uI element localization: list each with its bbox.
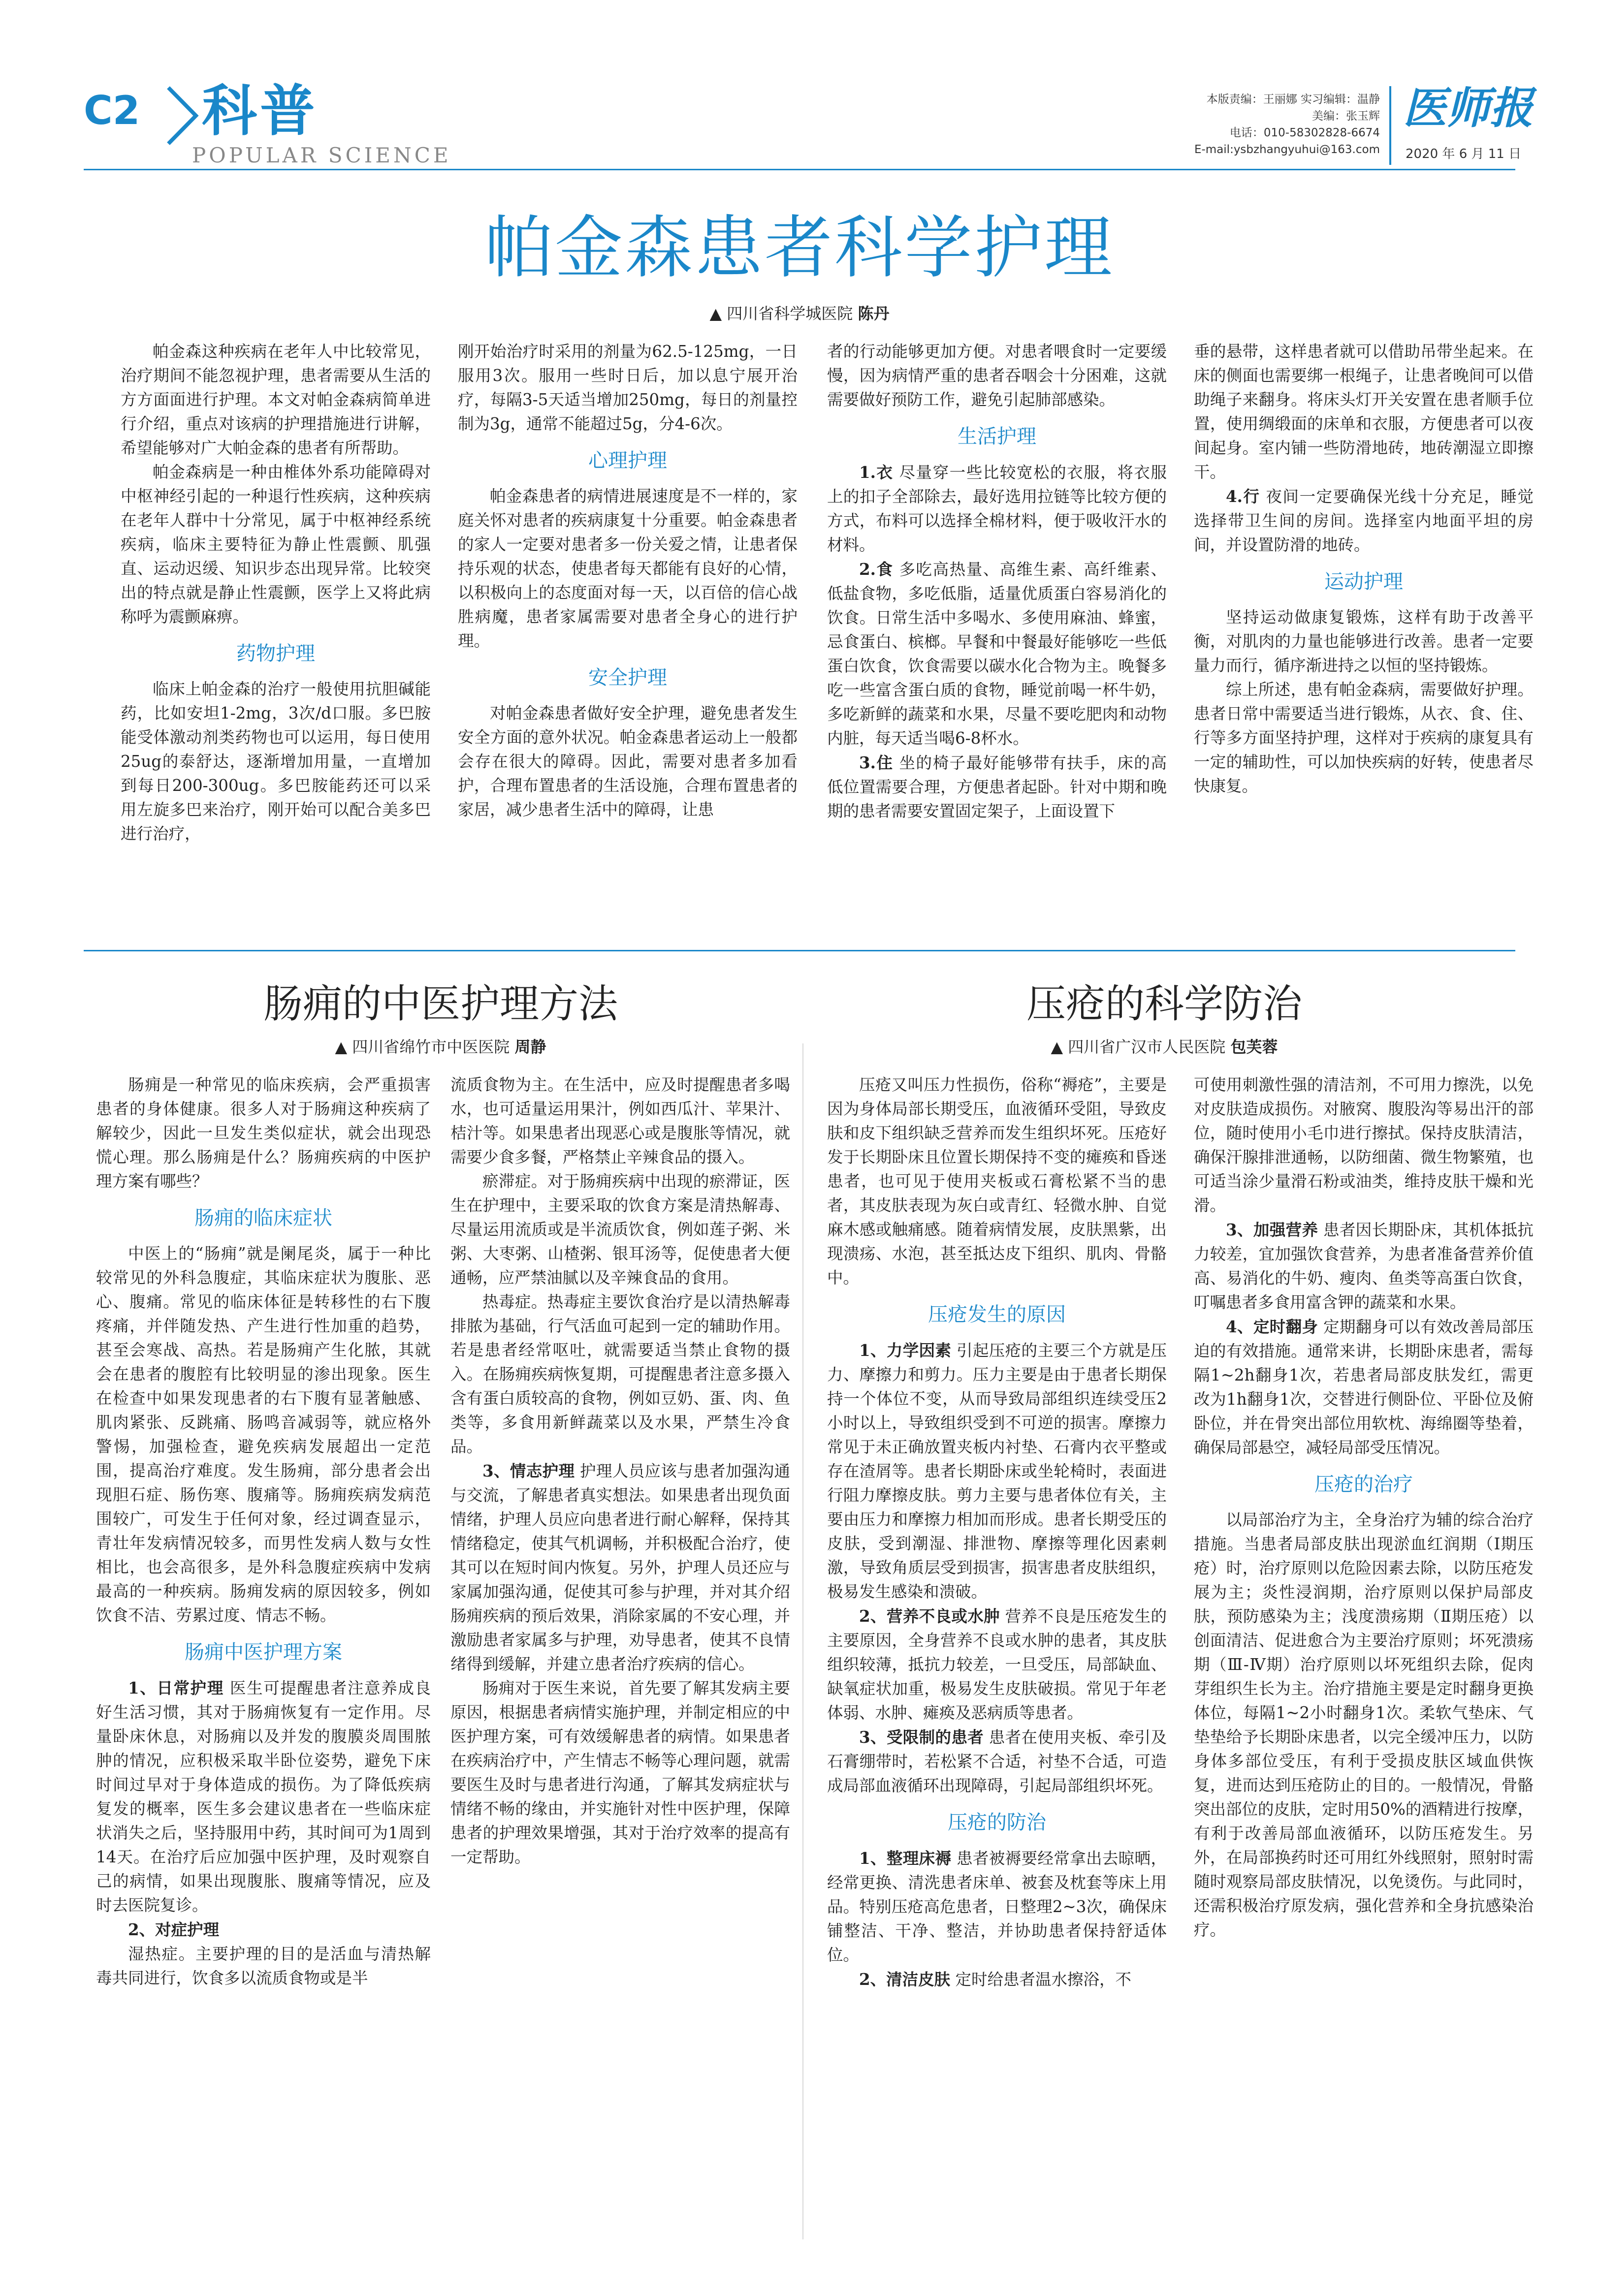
byline-author: 陈丹 xyxy=(858,304,890,323)
paragraph: 肠痈是一种常见的临床疾病，会严重损害患者的身体健康。很多人对于肠痈这种疾病了解较少，因此一旦发生类似症状，就会出现恐慌心理。那么肠痈是什么？肠痈疾病的中医护理方案有哪些？ xyxy=(96,1075,431,1191)
article-divider xyxy=(84,950,1515,951)
paragraph: 综上所述，患有帕金森病，需要做好护理。患者日常中需要适当进行锻炼，从衣、食、住、行等多方面坚持护理，这样对于疾病的康复具有一定的辅助性，可以加快疾病的好转，使患者尽快康复。 xyxy=(1194,680,1534,795)
paragraph: 可使用刺激性强的清洁剂，不可用力擦洗，以免对皮肤造成损伤。对腋窝、腹股沟等易出汗的部位，随时使用小毛巾进行擦拭。保持皮肤清洁，确保汗腺排泄通畅，以防细菌、微生物繁殖，也可适当涂少量滑石粉或油类，维持皮肤干燥和光滑。 xyxy=(1194,1075,1534,1215)
paragraph-lead: 1、力学因素 xyxy=(859,1341,952,1360)
paragraph-text: 患者在使用夹板、牵引及石膏绷带时，若松紧不合适，衬垫不合适，可造成局部血液循环出现障碍，引起局部组织坏死。 xyxy=(827,1728,1167,1795)
paragraph xyxy=(827,751,1167,823)
paragraph: 临床上帕金森的治疗一般使用抗胆碱能药，比如安坦1-2mg，3次/d口服。多巴胺能受体激动剂类药物也可以运用，每日使用25ug的泰舒达，逐渐增加用量，一直增加到每日200-300ug。多巴胺能药还可以采用左旋多巴来治疗，刚开始可以配合美多巴进行治疗， xyxy=(121,680,431,843)
byline-org: 四川省广汉市人民医院 xyxy=(1068,1038,1226,1056)
subheading-causes: 压疮发生的原因 xyxy=(928,1303,1066,1326)
paragraph: 帕金森患者的病情进展速度是不一样的，家庭关怀对患者的疾病康复十分重要。帕金森患者的家人一定要对患者多一份关爱之情，让患者保持乐观的状态，使患者每天都能有良好的心情，以积极向上的态度面对每一天，以百倍的信心战胜病魔，患者家属需要对患者全身心的进行护理。 xyxy=(458,487,798,650)
paragraph-text: 护理人员应该与患者加强沟通与交流，了解患者真实想法。如果患者出现负面情绪，护理人员应向患者进行耐心解释，保持其情绪稳定，使其气机调畅，并积极配合治疗，使其可以在短时间内恢复。另外，护理人员还应与家属加强沟通，促使其可参与护理，并对其介绍肠痈疾病的预后效果，消除家属的不安心理，并激励患者家属多与护理，劝导患者，使其不良情绪得到缓解，并建立患者治疗疾病的信心。 xyxy=(450,1462,790,1673)
paragraph: 以局部治疗为主，全身治疗为辅的综合治疗措施。当患者局部皮肤出现淤血红润期（Ⅰ期压疮）时，治疗原则以危险因素去除，以防压疮发展为主；炎性浸润期，治疗原则以保护局部皮肤，预防感染为主；浅度溃疡期（Ⅱ期压疮）以创面清洁、促进愈合为主要治疗原则；坏死溃疡期（Ⅲ-Ⅳ期）治疗原则以坏死组织去除，促肉芽组织生长为主。治疗措施主要是定时翻身更换体位，每隔1~2小时翻身1次。柔软气垫床、气垫垫给予长期卧床患者，以完全缓冲压力，以防身体多部位受压，有利于受损皮肤区域血供恢复，进而达到压疮防止的目的。一般情况，骨骼突出部位的皮肤，定时用50%的酒精进行按摩，有利于改善局部血液循环，以防压疮发生。另外，在局部换药时还可用红外线照射，照射时需随时观察局部皮肤情况，以免烫伤。与此同时，还需积极治疗原发病，强化营养和全身抗感染治疗。 xyxy=(1194,1510,1534,1939)
paragraph-lead: 1.衣 xyxy=(859,463,894,482)
paragraph: 刚开始治疗时采用的剂量为62.5-125mg，一日服用3次。服用一些时日后，加以息宁展开治疗，每隔3-5天适当增加250mg，每日的剂量控制为3g，通常不能超过5g，分4-6次。 xyxy=(458,342,798,433)
subheading-treatment: 压疮的治疗 xyxy=(1314,1473,1413,1496)
subheading-symptoms: 肠痈的临床症状 xyxy=(194,1207,332,1229)
subheading-safety-care: 安全护理 xyxy=(588,666,667,689)
subheading-tcm-plan: 肠痈中医护理方案 xyxy=(185,1641,342,1664)
paragraph: 对帕金森患者做好安全护理，避免患者发生安全方面的意外状况。帕金森患者运动上一般都会存在很大的障碍。因此，需要对患者多加看护，合理布置患者的生活设施，合理布置患者的家居，减少患者生活中的障碍，让患 xyxy=(458,704,798,819)
article3-column-1 xyxy=(827,1073,1167,1992)
subheading-drug-care: 药物护理 xyxy=(236,642,315,665)
paragraph-text: 引起压疮的主要三个方就是压力、摩擦力和剪力。压力主要是由于患者长期保持一个体位不变，从而导致局部组织连续受压2小时以上，导致组织受到不可逆的损害。摩擦力常见于未正确放置夹板内衬垫、石膏内衣平整或存在渣屑等。患者长期卧床或坐轮椅时，表面进行阻力摩擦皮肤。剪力主要与患者体位有关，主要由压力和摩擦力相加而形成。患者长期受压的皮肤，受到潮湿、排泄物、摩擦等理化因素刺激，导致角质层受到损害，损害患者皮肤组织，极易发生感染和溃破。 xyxy=(827,1341,1167,1601)
paragraph xyxy=(1194,484,1534,557)
subheading-psych-care: 心理护理 xyxy=(588,449,667,472)
paragraph: 帕金森这种疾病在老年人中比较常见，治疗期间不能忽视护理，患者需要从生活的方方面面进行护理。本文对帕金森病简单进行介绍，重点对该病的护理措施进行讲解，希望能够对广大帕金森的患者有所帮助。 xyxy=(121,342,431,457)
paragraph-lead: 1、日常护理 xyxy=(128,1678,224,1698)
byline-org: 四川省绵竹市中医医院 xyxy=(352,1038,510,1056)
page-number: C2 xyxy=(84,88,140,133)
section-subtitle-en: POPULAR SCIENCE xyxy=(192,143,451,167)
paragraph-lead: 4.行 xyxy=(1226,487,1260,506)
paragraph: 流质食物为主。在生活中，应及时提醒患者多喝水，也可适量运用果汁，例如西瓜汁、苹果汁、桔汁等。如果患者出现恶心或是腹胀等情况，就需要少食多餐，严格禁止辛辣食品的摄入。 xyxy=(450,1075,790,1166)
paragraph: 者的行动能够更加方便。对患者喂食时一定要缓慢，因为病情严重的患者吞咽会十分困难，这就需要做好预防工作，避免引起肺部感染。 xyxy=(827,342,1167,409)
paragraph: 压疮又叫压力性损伤，俗称“褥疮”，主要是因为身体局部长期受压，血液循环受阻，导致皮肤和皮下组织缺乏营养而发生组织坏死。压疮好发于长期卧床且位置长期保持不变的瘫痪和昏迷患者，也可见于使用夹板或石膏松紧不当的患者，其皮肤表现为灰白或青红、轻微水肿、自觉麻木感或触痛感。随着病情发展，皮肤黑紫，出现溃疡、水泡，甚至抵达皮下组织、肌肉、骨骼中。 xyxy=(827,1075,1167,1287)
column-divider xyxy=(802,1043,803,2239)
byline-author: 周静 xyxy=(514,1038,546,1056)
paragraph-text: 医生可提醒患者注意养成良好生活习惯，其对于肠痈恢复有一定作用。尽量卧床休息，对肠痈以及并发的腹膜炎周围脓肿的情况，应积极采取半卧位姿势，避免下床时间过早对于身体造成的损伤。为了降低疾病复发的概率，医生多会建议患者在一些临床症状消失之后，坚持服用中药，其时间可为1周到14天。在治疗后应加强中医护理，及时观察自己的病情，如果出现腹胀、腹痛等情况，应及时去医院复诊。 xyxy=(96,1679,431,1915)
paragraph xyxy=(827,1604,1167,1725)
paragraph-text: 多吃高热量、高维生素、高纤维素、低盐食物，多吃低脂，适量优质蛋白容易消化的饮食。日常生活中多喝水、多使用麻油、蜂蜜，忌食蛋白、槟榔。早餐和中餐最好能够吃一些低蛋白饮食，饮食需要以碳水化合物为主。晚餐多吃一些富含蛋白质的食物，睡觉前喝一杯牛奶，多吃新鲜的蔬菜和水果，尽量不要吃肥肉和动物内脏，每天适当喝6-8杯水。 xyxy=(827,560,1167,748)
paragraph-text: 定时给患者温水擦浴，不 xyxy=(955,1970,1131,1989)
article1-title: 帕金森患者科学护理 xyxy=(484,208,1114,287)
issue-date: 2020 年 6 月 11 日 xyxy=(1406,147,1522,161)
paragraph xyxy=(96,1676,431,1918)
paragraph: 热毒症。热毒症主要饮食治疗是以清热解毒排脓为基础，行气活血可起到一定的辅助作用。若是患者经常呕吐，就需要适当禁止食物的摄入。在肠痈疾病恢复期，可提醒患者注意多摄入含有蛋白质较高的食物，例如豆奶、蛋、肉、鱼类等，多食用新鲜蔬菜以及水果，严禁生冷食品。 xyxy=(450,1292,790,1456)
paragraph xyxy=(450,1459,790,1676)
article1-column-1 xyxy=(121,340,431,846)
paragraph-text: 定期翻身可以有效改善局部压迫的有效措施。通常来讲，长期卧床患者，需每隔1~2h翻身1次，若患者局部皮肤发红，需更改为1h翻身1次，交替进行侧卧位、平卧位及俯卧位，并在骨突出部位用软枕、海绵圈等垫着，确保局部悬空，减轻局部受压情况。 xyxy=(1194,1318,1534,1457)
article3-column-2 xyxy=(1194,1073,1534,1942)
article1-column-4 xyxy=(1194,340,1534,798)
byline-triangle-icon: ▲ xyxy=(709,304,722,323)
byline-author: 包芙蓉 xyxy=(1230,1038,1278,1056)
article1-column-3 xyxy=(827,340,1167,823)
paragraph xyxy=(827,1338,1167,1604)
article3-byline xyxy=(807,1035,1521,1057)
article2-byline xyxy=(84,1035,798,1057)
byline-triangle-icon: ▲ xyxy=(1051,1038,1063,1056)
paragraph xyxy=(1194,1315,1534,1460)
subheading-exercise-care: 运动护理 xyxy=(1324,570,1403,593)
article3-title: 压疮的科学防治 xyxy=(1026,981,1302,1027)
masthead-separator xyxy=(1389,86,1391,165)
byline-org: 四川省科学城医院 xyxy=(727,304,853,323)
editor-credits xyxy=(1035,91,1380,158)
article2-column-1 xyxy=(96,1073,431,1990)
paragraph-lead: 2、清洁皮肤 xyxy=(859,1970,951,1989)
paragraph xyxy=(1194,1218,1534,1315)
paragraph-text: 尽量穿一些比较宽松的衣服，将衣服上的扣子全部除去，最好选用拉链等比较方便的方式，布料可以选择全棉材料，便于吸收汗水的材料。 xyxy=(827,463,1167,554)
paragraph-text: 夜间一定要确保光线十分充足，睡觉选择带卫生间的房间。选择室内地面平坦的房间，并设置防滑的地砖。 xyxy=(1194,487,1534,554)
masthead-rule xyxy=(84,169,1515,170)
byline-triangle-icon: ▲ xyxy=(335,1038,348,1056)
paragraph xyxy=(827,1846,1167,1967)
paragraph-text: 营养不良是压疮发生的主要原因，全身营养不良或水肿的患者，其皮肤组织较薄，抵抗力较差，一旦受压，局部缺血、缺氧症状加重，极易发生皮肤破损。常见于年老体弱、水肿、瘫痪及恶病质等患者。 xyxy=(827,1607,1167,1722)
credit-phone: 电话：010-58302828-6674 xyxy=(1229,126,1380,139)
article2-title: 肠痈的中医护理方法 xyxy=(263,981,618,1027)
paragraph-lead: 1、整理床褥 xyxy=(859,1849,952,1868)
paragraph: 中医上的“肠痈”就是阑尾炎，属于一种比较常见的外科急腹症，其临床症状为腹胀、恶心、腹痛。常见的临床体征是转移性的右下腹疼痛，并伴随发热、产生进行性加重的趋势，甚至会寒战、高热。若是肠痈产生化脓，其就会在患者的腹腔有比较明显的渗出现象。医生在检查中如果发现患者的右下腹有显著触感、肌肉紧张、反跳痛、肠鸣音减弱等，就应格外警惕，加强检查，避免疾病发展超出一定范围，提高治疗难度。发生肠痈，部分患者会出现胆石症、肠伤寒、腹痛等。肠痈疾病发病范围较广，可发生于任何对象，经过调查显示，青壮年发病情况较多，而男性发病人数与女性相比，也会高很多，是外科急腹症疾病中发病最高的一种疾病。肠痈发病的原因较多，例如饮食不洁、劳累过度、情志不畅。 xyxy=(96,1244,431,1625)
paragraph: 帕金森病是一种由椎体外系功能障碍对中枢神经引起的一种退行性疾病，这种疾病在老年人群中十分常见，属于中枢神经系统疾病，临床主要特征为静止性震颤、肌强直、运动迟缓、知识步态出现异常。比较突出的特点就是静止性震颤，医学上又将此病称呼为震颤麻痹。 xyxy=(121,463,431,626)
paragraph-text: 患者被褥要经常拿出去晾晒，经常更换、清洗患者床单、被套及枕套等床上用品。特别压疮高危患者，日整理2~3次，确保床铺整洁、干净、整洁，并协助患者保持舒适体位。 xyxy=(827,1849,1167,1964)
paragraph xyxy=(827,557,1167,751)
paragraph-text: 坐的椅子最好能够带有扶手，床的高低位置需要合理，方便患者起卧。针对中期和晚期的患者需要安置固定架子，上面设置下 xyxy=(827,754,1167,820)
paragraph: 坚持运动做康复锻炼，这样有助于改善平衡，对肌肉的力量也能够进行改善。患者一定要量力而行，循序渐进持之以恒的坚持锻炼。 xyxy=(1194,608,1534,675)
paragraph-lead: 3.住 xyxy=(859,753,894,772)
paragraph-lead: 3、加强营养 xyxy=(1226,1220,1318,1239)
article2-column-2 xyxy=(450,1073,790,1869)
subheading-prevention: 压疮的防治 xyxy=(948,1811,1046,1834)
paragraph xyxy=(827,1967,1167,1992)
paragraph-lead: 3、情志护理 xyxy=(482,1461,575,1480)
newspaper-logo: 医师报 xyxy=(1403,82,1534,133)
paragraph-text: 患者因长期卧床，其机体抵抗力较差，宜加强饮食营养，为患者准备营养价值高、易消化的牛奶、瘦肉、鱼类等高蛋白饮食，叮嘱患者多食用富含钾的蔬菜和水果。 xyxy=(1194,1221,1534,1312)
paragraph-lead: 2、对症护理 xyxy=(128,1920,220,1939)
paragraph: 垂的悬带，这样患者就可以借助吊带坐起来。在床的侧面也需要绑一根绳子，让患者晚间可以借助绳子来翻身。将床头灯开关安置在患者顺手位置，使用绸缎面的床单和衣服，方便患者可以夜间起身。室内铺一些防滑地砖，地砖潮湿立即擦干。 xyxy=(1194,342,1534,481)
paragraph-lead: 2、营养不良或水肿 xyxy=(859,1606,1000,1626)
chevron-right-icon xyxy=(162,84,202,148)
paragraph xyxy=(96,1918,431,1942)
credit-editors: 本版责编：王丽娜 实习编辑：温静 xyxy=(1206,93,1380,106)
section-title: 科普 xyxy=(202,79,318,143)
paragraph-lead: 3、受限制的患者 xyxy=(859,1728,984,1747)
paragraph: 瘀滞症。对于肠痈疾病中出现的瘀滞证，医生在护理中，主要采取的饮食方案是清热解毒、尽量运用流质或是半流质饮食，例如莲子粥、米粥、大枣粥、山楂粥、银耳汤等，促使患者大便通畅，应严禁油腻以及辛辣食品的食用。 xyxy=(450,1172,790,1287)
credit-email: E-mail:ysbzhangyuhui@163.com xyxy=(1194,143,1380,156)
paragraph xyxy=(827,460,1167,557)
paragraph-lead: 2.食 xyxy=(859,560,894,579)
paragraph-lead: 4、定时翻身 xyxy=(1226,1317,1318,1336)
paragraph xyxy=(827,1725,1167,1798)
paragraph: 湿热症。主要护理的目的是活血与清热解毒共同进行，饮食多以流质食物或是半 xyxy=(96,1945,431,1987)
subheading-life-care: 生活护理 xyxy=(958,425,1036,448)
article1-byline xyxy=(0,301,1599,324)
paragraph: 肠痈对于医生来说，首先要了解其发病主要原因，根据患者病情实施护理，并制定相应的中医护理方案，可有效缓解患者的病情。如果患者在疾病治疗中，产生情志不畅等心理问题，就需要医生及时与患者进行沟通，了解其发病症状与情绪不畅的缘由，并实施针对性中医护理，保障患者的护理效果增强，其对于治疗效率的提高有一定帮助。 xyxy=(450,1679,790,1866)
credit-designer: 美编：张玉辉 xyxy=(1312,110,1380,123)
article1-column-2 xyxy=(458,340,798,822)
